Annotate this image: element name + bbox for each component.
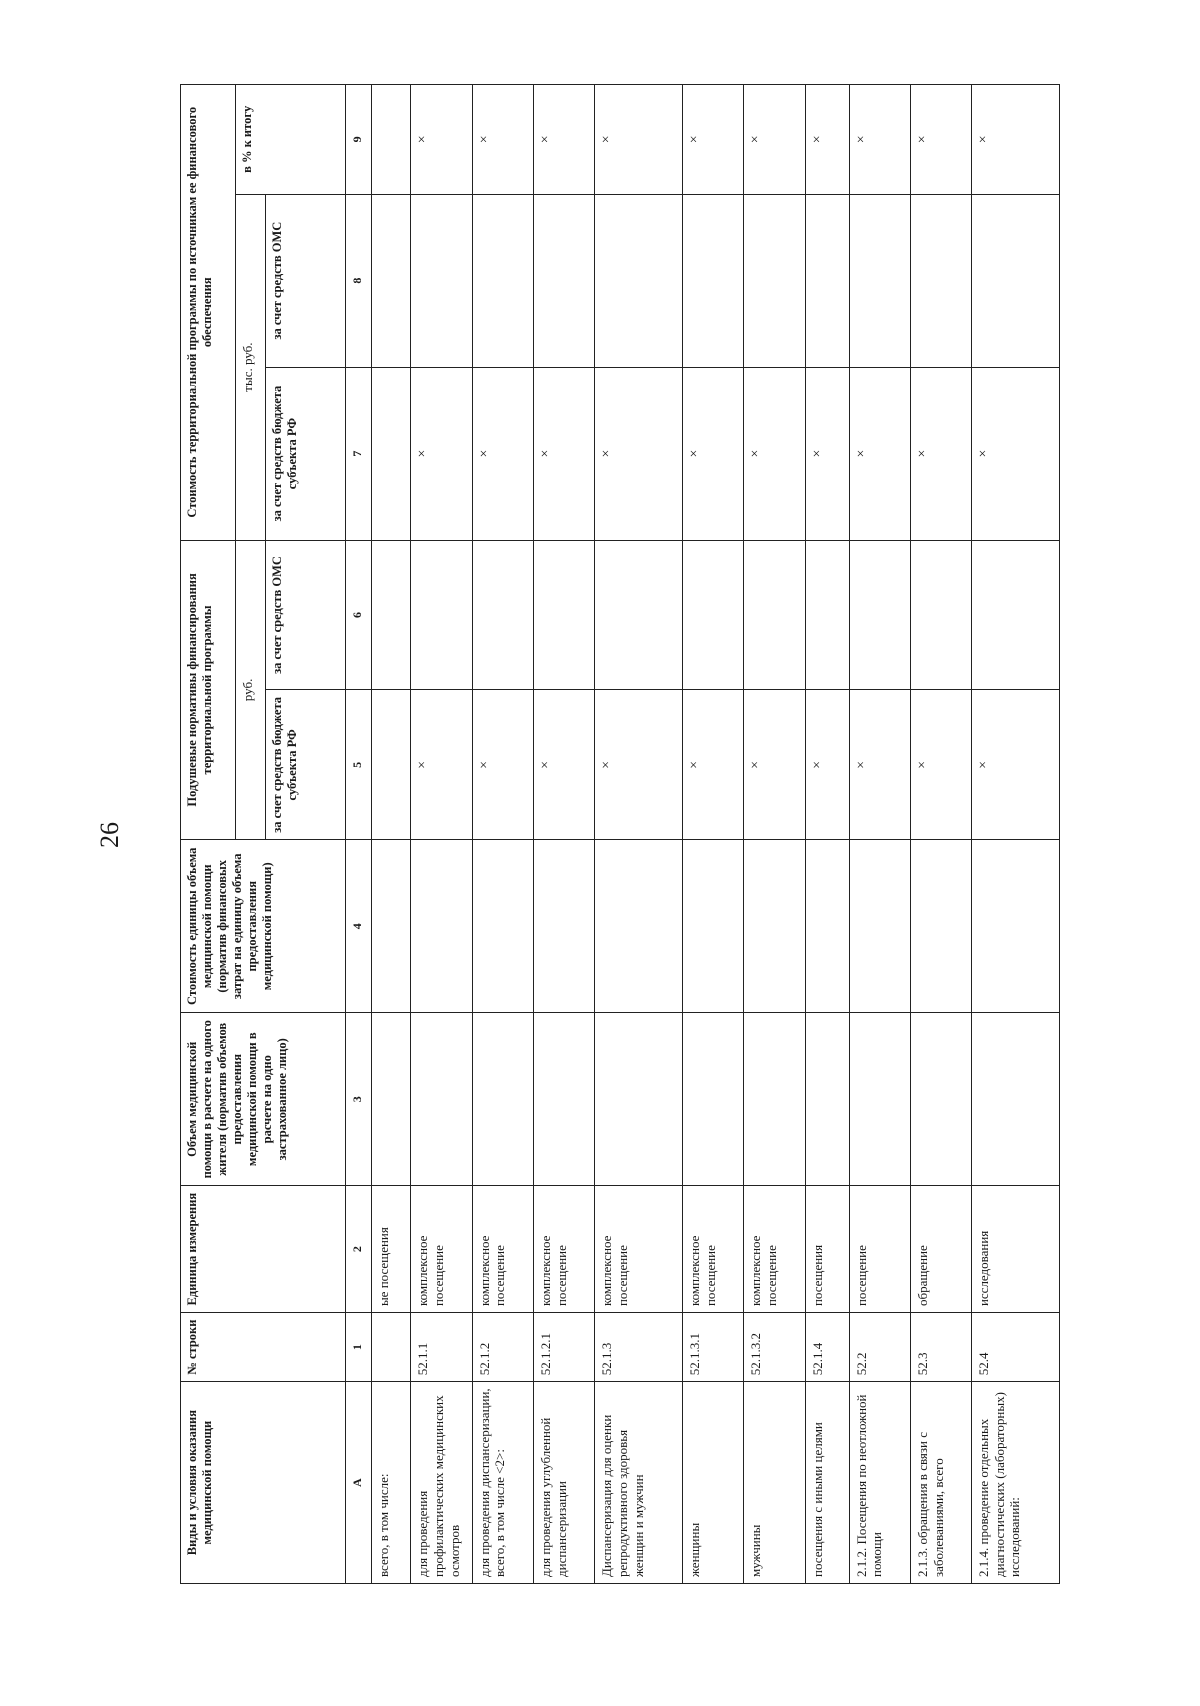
row-oms-thousand [595, 194, 683, 367]
col-number-3: 3 [346, 1013, 372, 1186]
row-oms-rub [805, 540, 849, 690]
row-budget-rub: × [910, 690, 971, 840]
row-budget-thousand: × [744, 367, 805, 540]
row-unit-cost [534, 840, 595, 1013]
table-row [372, 85, 411, 1584]
row-budget-rub: × [744, 690, 805, 840]
page-number: 26 [95, 822, 124, 848]
row-oms-thousand [849, 194, 910, 367]
row-unit-cost [472, 840, 533, 1013]
header-percent-total: в % к итогу [236, 85, 346, 195]
row-budget-thousand: × [472, 367, 533, 540]
header-budget-rub: за счет средств бюджета субъекта РФ [266, 690, 346, 840]
table-row [534, 85, 595, 1584]
row-volume [805, 1013, 849, 1186]
col-number-a: А [346, 1382, 372, 1584]
row-budget-rub: × [849, 690, 910, 840]
row-budget-rub: × [595, 690, 683, 840]
row-name: для проведения углубленной диспансеризации [534, 1382, 595, 1584]
row-volume [472, 1013, 533, 1186]
header-unit: Единица измерения [181, 1186, 346, 1313]
row-unit-cost [595, 840, 683, 1013]
row-code: 52.1.3.1 [683, 1313, 744, 1382]
col-number-1: 1 [346, 1313, 372, 1382]
row-oms-rub [849, 540, 910, 690]
row-volume [849, 1013, 910, 1186]
row-budget-thousand: × [910, 367, 971, 540]
col-number-7: 7 [346, 367, 372, 540]
row-volume [534, 1013, 595, 1186]
row-name: 2.1.2. Посещения по неотложной помощи [849, 1382, 910, 1584]
row-unit: посещение [849, 1186, 910, 1313]
row-code [372, 1313, 411, 1382]
row-code: 52.1.2 [472, 1313, 533, 1382]
row-name: 2.1.4. проведение отдельных диагностических (лабораторных) исследований: [972, 1382, 1060, 1584]
row-budget-rub: × [683, 690, 744, 840]
row-percent: × [849, 85, 910, 195]
row-budget-rub: × [472, 690, 533, 840]
header-row-number: № строки [181, 1313, 346, 1382]
row-budget-thousand: × [683, 367, 744, 540]
row-code: 52.1.1 [411, 1313, 472, 1382]
row-unit: исследования [972, 1186, 1060, 1313]
row-percent: × [910, 85, 971, 195]
table-row [805, 85, 849, 1584]
row-budget-thousand: × [534, 367, 595, 540]
table-row [910, 85, 971, 1584]
header-per-capita-group: Подушевые нормативы финансирования территориальной программы [181, 540, 236, 840]
row-budget-rub: × [411, 690, 472, 840]
row-unit: комплексное посещение [472, 1186, 533, 1313]
row-code: 52.1.4 [805, 1313, 849, 1382]
row-oms-rub [411, 540, 472, 690]
row-unit-cost [805, 840, 849, 1013]
header-unit-thousand-rub: тыс. руб. [236, 194, 266, 540]
row-unit: комплексное посещение [744, 1186, 805, 1313]
row-unit: комплексное посещение [595, 1186, 683, 1313]
table-row [411, 85, 472, 1584]
row-oms-thousand [372, 194, 411, 367]
row-oms-thousand [910, 194, 971, 367]
row-code: 52.1.3.2 [744, 1313, 805, 1382]
row-code: 52.1.3 [595, 1313, 683, 1382]
row-oms-thousand [534, 194, 595, 367]
row-budget-thousand: × [805, 367, 849, 540]
row-unit-cost [849, 840, 910, 1013]
row-volume [683, 1013, 744, 1186]
row-budget-rub: × [972, 690, 1060, 840]
row-name: всего, в том числе: [372, 1382, 411, 1584]
row-name: женщины [683, 1382, 744, 1584]
row-unit-cost [683, 840, 744, 1013]
row-oms-rub [910, 540, 971, 690]
row-unit-cost [744, 840, 805, 1013]
row-percent: × [595, 85, 683, 195]
col-number-9: 9 [346, 85, 372, 195]
table-row [595, 85, 683, 1584]
row-percent: × [805, 85, 849, 195]
row-oms-thousand [805, 194, 849, 367]
row-volume [744, 1013, 805, 1186]
row-oms-rub [744, 540, 805, 690]
row-name: посещения с иными целями [805, 1382, 849, 1584]
row-unit-cost [972, 840, 1060, 1013]
row-unit: комплексное посещение [411, 1186, 472, 1313]
row-name: мужчины [744, 1382, 805, 1584]
row-unit-cost [910, 840, 971, 1013]
row-unit-cost [411, 840, 472, 1013]
header-unit-rub: руб. [236, 540, 266, 840]
header-services: Виды и условия оказания медицинской помощи [181, 1382, 346, 1584]
row-percent: × [972, 85, 1060, 195]
header-oms-rub: за счет средств ОМС [266, 540, 346, 690]
row-percent [372, 85, 411, 195]
row-budget-thousand [372, 367, 411, 540]
row-percent: × [534, 85, 595, 195]
row-name: Диспансеризация для оценки репродуктивного здоровья женщин и мужчин [595, 1382, 683, 1584]
table-row [972, 85, 1060, 1584]
row-budget-rub [372, 690, 411, 840]
col-number-5: 5 [346, 690, 372, 840]
row-name: 2.1.3. обращения в связи с заболеваниями, всего [910, 1382, 971, 1584]
row-name: для проведения профилактических медицинских осмотров [411, 1382, 472, 1584]
row-unit: комплексное посещение [534, 1186, 595, 1313]
col-number-6: 6 [346, 540, 372, 690]
row-name: для проведения диспансеризации, всего, в том числе <2>: [472, 1382, 533, 1584]
row-code: 52.1.2.1 [534, 1313, 595, 1382]
row-volume [910, 1013, 971, 1186]
row-budget-rub: × [534, 690, 595, 840]
row-code: 52.3 [910, 1313, 971, 1382]
row-percent: × [744, 85, 805, 195]
financing-table [180, 84, 1060, 1584]
row-unit: обращение [910, 1186, 971, 1313]
row-budget-thousand: × [411, 367, 472, 540]
rotated-table-wrapper [180, 84, 1060, 1584]
row-oms-rub [372, 540, 411, 690]
row-oms-rub [472, 540, 533, 690]
header-oms-thousand: за счет средств ОМС [266, 194, 346, 367]
col-number-2: 2 [346, 1186, 372, 1313]
col-number-4: 4 [346, 840, 372, 1013]
row-volume [595, 1013, 683, 1186]
row-percent: × [411, 85, 472, 195]
row-oms-thousand [472, 194, 533, 367]
row-oms-rub [972, 540, 1060, 690]
row-oms-rub [683, 540, 744, 690]
row-oms-thousand [744, 194, 805, 367]
row-percent: × [683, 85, 744, 195]
row-budget-rub: × [805, 690, 849, 840]
row-oms-thousand [411, 194, 472, 367]
row-oms-rub [534, 540, 595, 690]
row-unit-cost [372, 840, 411, 1013]
row-code: 52.2 [849, 1313, 910, 1382]
row-unit: ые посещения [372, 1186, 411, 1313]
row-budget-thousand: × [595, 367, 683, 540]
table-row [849, 85, 910, 1584]
row-code: 52.4 [972, 1313, 1060, 1382]
row-budget-thousand: × [849, 367, 910, 540]
row-budget-thousand: × [972, 367, 1060, 540]
col-number-8: 8 [346, 194, 372, 367]
header-volume: Объем медицинской помощи в расчете на одного жителя (норматив объемов предоставления медицинской помощи в расчете на одно застрахованное лицо) [181, 1013, 346, 1186]
header-budget-thousand: за счет средств бюджета субъекта РФ [266, 367, 346, 540]
table-viewport [180, 84, 1060, 1584]
table-row [744, 85, 805, 1584]
row-percent: × [472, 85, 533, 195]
row-unit: комплексное посещение [683, 1186, 744, 1313]
row-unit: посещения [805, 1186, 849, 1313]
table-row [472, 85, 533, 1584]
row-oms-thousand [972, 194, 1060, 367]
row-volume [411, 1013, 472, 1186]
row-oms-rub [595, 540, 683, 690]
header-unit-cost: Стоимость единицы объема медицинской помощи (норматив финансовых затрат на единицу объема предоставления медицинской помощи) [181, 840, 346, 1013]
row-oms-thousand [683, 194, 744, 367]
header-program-cost-group: Стоимость территориальной программы по источникам ее финансового обеспечения [181, 85, 236, 541]
table-row [683, 85, 744, 1584]
row-volume [372, 1013, 411, 1186]
row-volume [972, 1013, 1060, 1186]
